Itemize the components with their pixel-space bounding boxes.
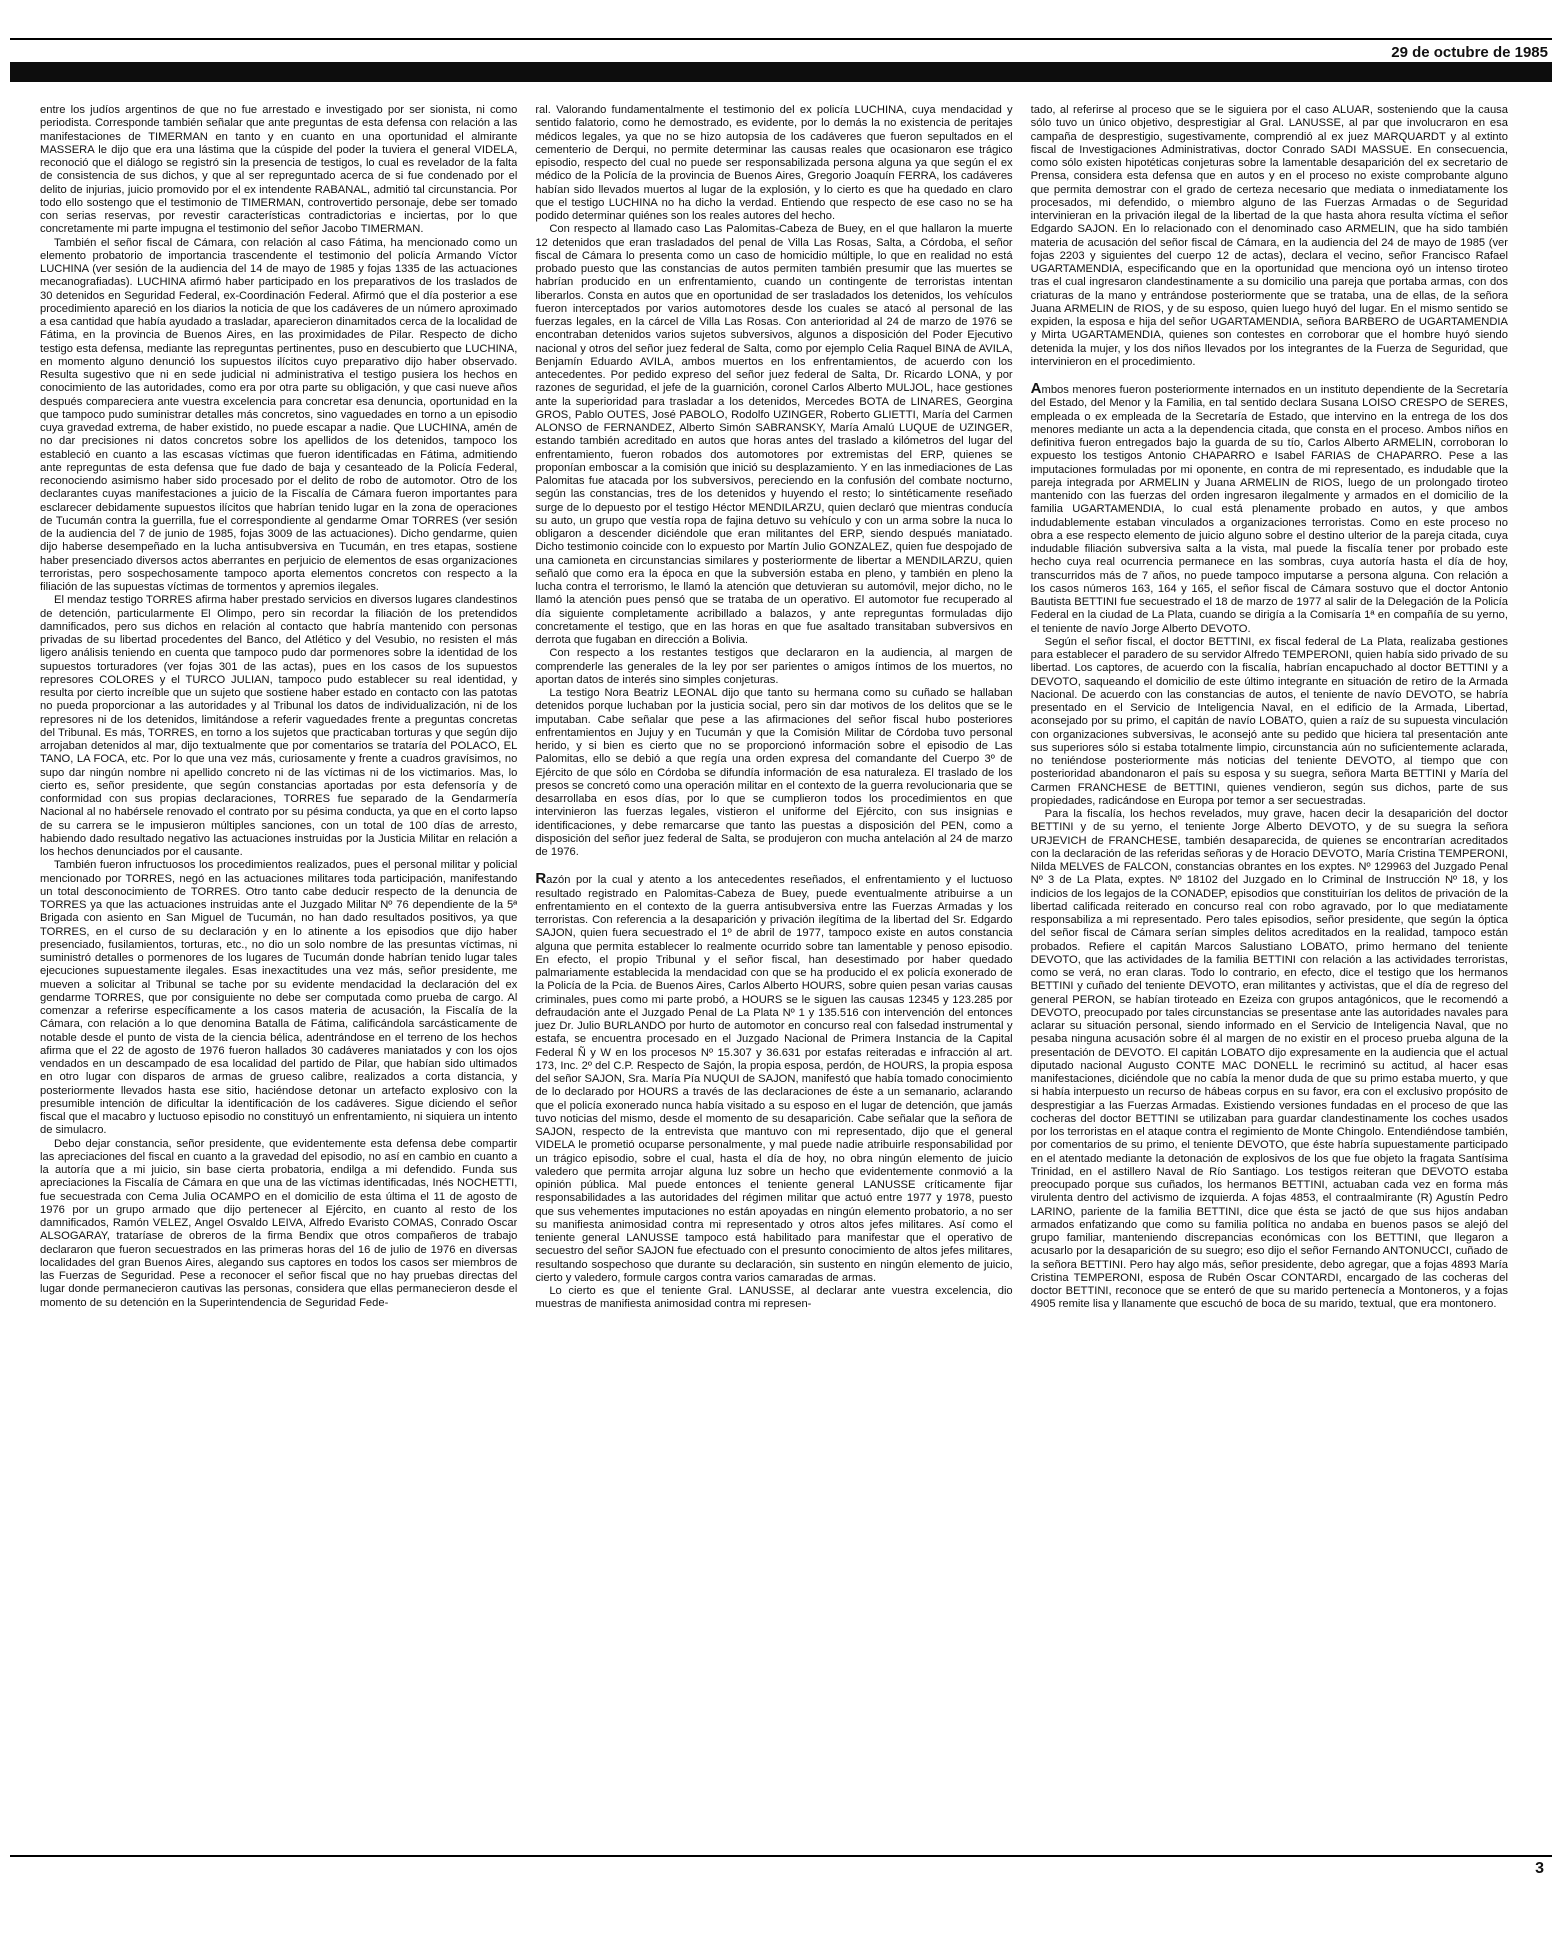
header-rule <box>10 38 1552 40</box>
paragraph: Lo cierto es que el teniente Gral. LANUSSE, al declarar ante vuestra excelencia, dio muestras de manifiesta animosidad contra mi represen- <box>535 1285 1013 1311</box>
text-column-3 <box>1031 104 1508 1839</box>
paragraph: Para la fiscalía, los hechos revelados, muy grave, hacen decir la desaparición del doctor BETTINI y de su yerno, el teniente Jorge Alberto DEVOTO, y de su suegra la señora URJEVICH de FRANCHESE, también desaparecida, de quienes se encontrarían acreditados con la declaración de las referidas señoras y de Horacio DEVOTO, María Cristina TEMPERONI, Nilda MELVES de FALCON, constancias obrantes en los exptes. Nº 129963 del Juzgado Penal Nº 3 de La Plata, exptes. Nº 18102 del Juzgado en lo Criminal de Instrucción Nº 18, y los indicios de los legajos de la CONADEP, episodios que constituirían los delitos de privación de la libertad calificada reiterado en concurso real con robo agravado, por lo que mediatamente responsabiliza a mi representado. Pero tales episodios, señor presidente, que según la óptica del señor fiscal de Cámara serían simples delitos acreditados en la realidad, tampoco están probados. Refiere el capitán Marcos Salustiano LOBATO, primo hermano del teniente DEVOTO, que las actividades de la familia BETTINI con relación a las actividades terroristas, como se verá, no eran claras. Todo lo contrario, en efecto, dice el testigo que los hermanos BETTINI y cuñado del teniente DEVOTO, eran militantes y activistas, que el día de regreso del general PERON, se habían tiroteado en Ezeiza con grupos antagónicos, que le recomendó a DEVOTO, preocupado por tales circunstancias se presentase ante las autoridades navales para aclarar su situación personal, siendo informado en el Servicio de Inteligencia Naval, que no pesaba ninguna acusación sobre él al margen de no existir en el proceso prueba alguna de la presentación de DEVOTO. El capitán LOBATO dijo expresamente en la audiencia que el actual diputado nacional Augusto CONTE MAC DONELL le recriminó su actitud, al hacer esas manifestaciones, diciéndole que no cabía la menor duda de que su primo estaba muerto, y que si había interpuesto un recurso de hábeas corpus en su favor, era con el exclusivo propósito de desprestigiar a las Fuerzas Armadas. Existiendo versiones fundadas en el proceso de que las cocheras del doctor BETTINI se utilizaban para guardar clandestinamente los coches usados por los terroristas en el ataque contra el regimiento de Monte Chingolo. Entendiéndose también, por comentarios de su primo, el teniente DEVOTO, que éste habría supuestamente participado en el atentado mediante la detonación de explosivos de los que fue objeto la fragata Santísima Trinidad, en el astillero Naval de Río Santiago. Los testigos reiteran que DEVOTO estaba preocupado porque sus cuñados, los hermanos BETTINI, actuaban cada vez en forma más virulenta dentro del activismo de izquierda. A fojas 4853, el contraalmirante (R) Agustín Pedro LARINO, pariente de la familia BETTINI, dice que ésta se jactó de que sus hijos andaban armados enfatizando que como su familia política no andaba en buenos pasos se alejó del grupo familiar, manteniendo discrepancias económicas con los BETTINI, que llegaron a acusarlo por la desaparición de su suegro; eso dijo el señor Fernando ANTONUCCI, cuñado de la señora BETTINI. Pero hay algo más, señor presidente, debo agregar, que a fojas 4893 María Cristina TEMPERONI, esposa de Rubén Oscar CONTARDI, encargado de las cocheras del doctor BETTINI, reconoce que se enteró de que su marido pertenecía a Montoneros, y a fojas 4905 remite lisa y llanamente que escuchó de boca de su marido, textual, que era montonero. <box>1030 808 1508 1311</box>
footer-rule <box>10 1855 1552 1857</box>
page-number: 3 <box>1535 1860 1544 1877</box>
paragraph: La testigo Nora Beatriz LEONAL dijo que tanto su hermana como su cuñado se hallaban detenidos porque luchaban por la justicia social, pero sin dar motivos de los delitos que se le imputaban. Cabe señalar que pese a las afirmaciones del señor fiscal hubo posteriores enfrentamientos en Jujuy y en Tucumán y que la Comisión Militar de Córdoba tuvo personal herido, y si bien es cierto que no se proporcionó información sobre el episodio de Las Palomitas, ello se debió a que regía una orden expresa del comandante del Cuerpo 3º de Ejército de que sólo en Córdoba se difundía información de esa naturaleza. El traslado de los presos se concretó como una operación militar en el contexto de la guerra revolucionaria que se desarrollaba en esos días, por lo que se cumplieron todos los procedimientos en que intervinieron las fuerzas legales, vistieron el uniforme del Ejército, con sus insignias e identificaciones, y debe remarcarse que tanto las puestas a disposición del PEN, como a disposición del señor juez federal de Salta, se produjeron con mucha antelación al 24 de marzo de 1976. <box>535 687 1013 858</box>
text-column-2 <box>535 104 1012 1839</box>
paragraph: Con respecto a los restantes testigos que declararon en la audiencia, al margen de comprenderle las generales de la ley por ser parientes o amigos íntimos de los muertos, no aportan datos de interés sino simples conjeturas. <box>535 647 1013 686</box>
paragraph: entre los judíos argentinos de que no fue arrestado e investigado por ser sionista, ni como periodista. Corresponde también señalar que ante preguntas de esta defensa con relación a las manifestaciones de TIMERMAN en tanto y en cuanto en una oportunidad el almirante MASSERA le dijo que era una lástima que la cúspide del poder la tuviera el general VIDELA, reconoció que el diálogo se registró sin la presencia de testigos, lo cual es revelador de la falta de consistencia de sus dichos, y que al ser repreguntado acerca de si fue condenado por el delito de injurias, juicio promovido por el ex intendente RABANAL, admitió tal circunstancia. Por todo ello sostengo que el testimonio de TIMERMAN, controvertido personaje, debe ser tomado con serias reservas, por revestir características contradictorias e inciertas, por lo que concretamente mi parte impugna el testimonio del señor Jacobo TIMERMAN. <box>40 104 518 236</box>
paragraph: tado, al referirse al proceso que se le siguiera por el caso ALUAR, sosteniendo que la causa sólo tuvo un único objetivo, desprestigiar al Gral. LANUSSE, al par que involucraron en esa campaña de desprestigio, sugestivamente, comprendió al ex juez MARQUARDT y al extinto fiscal de Investigaciones Administrativas, doctor Conrado SADI MASSUE. En consecuencia, como sólo existen hipotéticas conjeturas sobre la lamentable desaparición del ex secretario de Prensa, considera esta defensa que en autos y en el proceso no existe comprobante alguno que permita demostrar con el grado de certeza necesario que mediata o inmediatamente los procesados, mi defendido, o miembro alguno de las Fuerzas Armadas o de Seguridad intervinieran en la privación ilegal de la libertad de la que hasta ahora resulta víctima el señor Edgardo SAJON. En lo relacionado con el denominado caso ARMELIN, que ha sido también materia de acusación del señor fiscal de Cámara, en la audiencia del 24 de mayo de 1985 (ver fojas 2203 y siguientes del cuerpo 12 de actas), declara el vecino, señor Francisco Rafael UGARTAMENDIA, especificando que en la oportunidad que menciona oyó un intenso tiroteo tras el cual ingresaron clandestinamente a su domicilio una pareja que portaba armas, con dos criaturas de la mano y entrándose posteriormente que se trataba, una de ellas, de la señora Juana ARMELIN de RIOS, y de su esposo, quien luego huyó del lugar. En el mismo sentido se expiden, la esposa e hija del señor UGARTAMENDIA, señora BARBERO de UGARTAMENDIA y Mirta UGARTAMENDIA, quienes son contestes en corroborar que el hombre huyó siendo detenida la mujer, y los dos niños llevados por los integrantes de la Fuerza de Seguridad, que intervinieron en el procedimiento. <box>1030 104 1508 368</box>
paragraph: Con respecto al llamado caso Las Palomitas-Cabeza de Buey, en el que hallaron la muerte 12 detenidos que eran trasladados del penal de Villa Las Rosas, Salta, a Córdoba, el señor fiscal de Cámara lo presenta como un caso de homicidio múltiple, lo que en realidad no está probado puesto que las constancias de autos permiten también presumir que las muertes se habrían producido en un enfrentamiento, cuando un contingente de terroristas intentan liberarlos. Consta en autos que en oportunidad de ser trasladados los detenidos, los vehículos fueron interceptados por varios automotores desde los cuales se atacó al personal de las fuerzas legales, en la cárcel de Villa Las Rosas. Con anterioridad al 24 de marzo de 1976 se encontraban detenidos varios sujetos subversivos, algunos a disposición del Poder Ejecutivo nacional y otros del señor juez federal de Salta, como por ejemplo Celia Raquel BINA de AVILA, Benjamín Eduardo AVILA, ambos muertos en los enfrentamientos, de acuerdo con los antecedentes. Por pedido expreso del señor juez federal de Salta, Dr. Ricardo LONA, y por razones de seguridad, el jefe de la guarnición, coronel Carlos Alberto MULJOL, hace gestiones ante la superioridad para trasladar a los detenidos, Mercedes BOTA de LINARES, Georgina GROS, Pablo OUTES, José PABOLO, Rodolfo UZINGER, Roberto GLIETTI, María del Carmen ALONSO de FERNANDEZ, Alberto Simón SABRANSKY, María Amalú LUQUE de UZINGER, estando también acreditado en autos que horas antes del traslado a kilómetros del lugar del enfrentamiento, fueron robados dos automotores por extremistas del ERP, quienes se proponían emboscar a la comisión que inició su desplazamiento. Y en las inmediaciones de Las Palomitas fue atacada por los subversivos, pereciendo en la confusión del combate nocturno, según las constancias, tres de los detenidos y huyendo el resto; lo sintéticamente reseñado surge de lo depuesto por el testigo Héctor MENDILARZU, quien declaró que mientras conducía su auto, un grupo que vestía ropa de fajina detuvo su vehículo y con un arma sobre la nuca lo obligaron a descender diciéndole que eran militantes del ERP, siendo después maniatado. Dicho testimonio coincide con lo expuesto por Martín Julio GONZALEZ, quien fue despojado de una camioneta en circunstancias similares y posteriormente de libertar a MENDILARZU, quien señaló que como era la época en que la subversión estaba en pleno, y también en pleno la lucha contra el terrorismo, le llamó la atención que detuvieran su automóvil, mejor dicho, no le llamó la atención pues pensó que se trataba de un operativo. El automotor fue recuperado al día siguiente completamente acribillado a balazos, y ante repreguntas formuladas dijo concretamente el testigo, que en las horas en que fue asaltado transitaban subversivos en derrota que fugaban en dirección a Bolivia. <box>535 223 1013 646</box>
article-body <box>40 104 1508 1839</box>
paragraph: Ambos menores fueron posteriormente internados en un instituto dependiente de la Secretaría del Estado, del Menor y la Familia, en tal sentido declara Susana LOISO CRESPO de SERES, empleada o ex empleada de la Secretaría de Estado, que intervino en la entrega de los dos menores mediante un acta a la dependencia citada, que consta en el proceso. Ambos niños en definitiva fueron entregados bajo la guarda de su tío, Carlos Alberto ARMELIN, corroboran lo expuesto los testigos Antonio CHAPARRO e Isabel FARIAS de CHAPARRO. Pese a las imputaciones formuladas por mi oponente, en contra de mi representado, es indudable que la pareja integrada por ARMELIN y Juana ARMELIN de RIOS, luego de un prolongado tiroteo mantenido con las fuerzas del orden ingresaron ilegalmente y armados en el domicilio de la familia UGARTAMENDIA, lo cual está plenamente probado en autos, y que ambos indudablemente estaban vinculados a organizaciones terroristas. Como en este proceso no obra a ese respecto elemento de juicio alguno sobre el destino ulterior de la pareja citada, cuya indudable filiación subversiva salta a la vista, mal puede la fiscalía tener por probado este hecho cuya real ocurrencia permanece en las sombras, cuya autoría hasta el día de hoy, transcurridos más de 7 años, no puede tampoco imputarse a persona alguna. Con relación a los casos números 163, 164 y 165, el señor fiscal de Cámara sostuvo que el doctor Antonio Bautista BETTINI fue secuestrado el 18 de marzo de 1977 al salir de la Delegación de la Policía Federal en la ciudad de La Plata, cuando se dirigía a la Comisaría 1ª en compañía de su yerno, el teniente de navío Jorge Alberto DEVOTO. <box>1030 380 1508 635</box>
paragraph: También el señor fiscal de Cámara, con relación al caso Fátima, ha mencionado como un elemento probatorio de importancia trascendente el testimonio del policía Armando Víctor LUCHINA (ver sesión de la audiencia del 14 de mayo de 1985 y fojas 1335 de las actuaciones mecanografiadas). LUCHINA afirmó haber participado en los preparativos de los traslados de 30 detenidos en Seguridad Federal, ex-Coordinación Federal. Afirmó que el día posterior a ese procedimiento apareció en los diarios la noticia de que los cadáveres de un número aproximado a esa cantidad que había ayudado a trasladar, aparecieron dinamitados cerca de la localidad de Fátima, en la provincia de Buenos Aires, en las proximidades de Pilar. Respecto de dicho testigo esta defensa, mediante las repreguntas pertinentes, puso en descubierto que LUCHINA, en momento alguno denunció los supuestos ilícitos cuyo preparativo dijo haber observado. Resulta sugestivo que ni en sede judicial ni administrativa el testigo pusiera los hechos en conocimiento de las autoridades, como era por otra parte su obligación, y que casi nueve años después compareciera ante vuestra excelencia para concretar esa denuncia, oportunidad en la que tampoco pudo suministrar detalles más concretos, sino vaguedades en torno a un episodio cuya gravedad extrema, de haber existido, no puede escapar a nadie. Que LUCHINA, amén de no dar precisiones ni datos concretos sobre los apellidos de los detenidos, tampoco los estableció en cuanto a las escasas víctimas que fueron identificadas en Fátima, admitiendo ante repreguntas de esta defensa que fue dado de baja y cesanteado de la Policía Federal, reconociendo asimismo haber sido procesado por el delito de robo de automotor. Otro de los declarantes cuyas manifestaciones a juicio de la Fiscalía de Cámara fueron importantes para esclarecer debidamente supuestos ilícitos que habrían tenido lugar en la zona de operaciones de Tucumán contra la guerrilla, fue el correspondiente al gendarme Omar TORRES (ver sesión de la audiencia del 7 de junio de 1985, fojas 3009 de las actuaciones). Dicho gendarme, quien dijo haberse desempeñado en la lucha antisubversiva en Tucumán, en tres etapas, sostiene haber presenciado diversos actos aberrantes en perjuicio de elementos de esas organizaciones terroristas, pero sospechosamente tampoco aporta elementos concretos con respecto a la filiación de las supuestas víctimas de tormentos y apremios ilegales. <box>40 236 518 593</box>
paragraph: El mendaz testigo TORRES afirma haber prestado servicios en diversos lugares clandestinos de detención, particularmente El Olimpo, pero sin recordar la filiación de los pretendidos damnificados, pero sus dichos en relación al contacto que habría mantenido con personas privadas de su libertad procedentes del Banco, del Atlético y del Vesubio, no resisten el más ligero análisis teniendo en cuenta que tampoco pudo dar pormenores sobre la identidad de los supuestos torturadores (ver fojas 301 de las actas), pues en los casos de los supuestos represores COLORES y el TURCO JULIAN, tampoco pudo establecer su real identidad, y resulta por cierto increíble que un sujeto que sostiene haber estado en contacto con las patotas no pueda proporcionar a las autoridades y al Tribunal los datos de individualización, ni de los represores ni de los detenidos, limitándose a referir vaguedades frente a preguntas concretas del Tribunal. Es más, TORRES, en torno a los sujetos que practicaban torturas y que según dijo arrojaban detenidos al mar, dijo textualmente que por comentarios se trataría del POLACO, EL TANO, LA FOCA, etc. Por lo que una vez más, curiosamente y frente a cuadros gravísimos, no supo dar ningún nombre ni apellido concreto ni de las víctimas ni de los victimarios. Mas, lo cierto es, señor presidente, que según constancias aportadas por esta defensoría y de conformidad con sus propias declaraciones, TORRES fue separado de la Gendarmería Nacional al no habérsele renovado el contrato por su pésima conducta, ya que en el corto lapso de su carrera se le impusieron múltiples sanciones, con un total de 100 días de arresto, habiendo dado resultado negativo las actuaciones instruidas por la Justicia Militar en relación a los hechos denunciados por el causante. <box>40 594 518 858</box>
paragraph: Según el señor fiscal, el doctor BETTINI, ex fiscal federal de La Plata, realizaba gestiones para establecer el paradero de su servidor Alfredo TEMPERONI, quien había sido privado de su libertad. Los captores, de acuerdo con la fiscalía, habrían encapuchado al doctor BETTINI y a DEVOTO, saqueando el domicilio de este último integrante en situación de retiro de la Armada Nacional. De acuerdo con las constancias de autos, el teniente de navío DEVOTO, se habría presentado en el Servicio de Inteligencia Naval, en el edificio de la Armada, Libertad, aconsejado por su primo, el capitán de navío LOBATO, quien a raíz de su supuesta vinculación con organizaciones subversivas, le aconsejó ante su pedido que hiciera tal presentación ante sus superiores sólo si estaba totalmente limpio, circunstancia aún no suficientemente aclarada, no teniéndose posteriormente más noticias del teniente DEVOTO, al tiempo que con posterioridad abandonaron el país su esposa y su suegra, señora Marta BETTINI y María del Carmen FRANCHESE de BETTINI, quienes vendieron, según sus dichos, parte de sus propiedades, radicándose en Europa por temor a ser secuestradas. <box>1030 635 1508 807</box>
drop-cap: R <box>535 870 547 888</box>
paragraph: ral. Valorando fundamentalmente el testimonio del ex policía LUCHINA, cuya mendacidad y sentido falatorio, como he demostrado, es evidente, por lo demás la no existencia de peritajes médicos legales, ya que no se hizo autopsia de los cadáveres que fueron sepultados en el cementerio de Derqui, no permite determinar las causas reales que ocasionaron ese trágico episodio, respecto del cual no puede ser responsabilizada persona alguna ya que según el ex médico de la Policía de la provincia de Buenos Aires, Gregorio Joaquín FERRA, los cadáveres habían sido llevados muertos al lugar de la explosión, y lo cierto es que ha quedado en claro que el testigo LUCHINA no ha dicho la verdad. Entiendo que respecto de ese caso no se ha podido determinar quiénes son los reales autores del hecho. <box>535 104 1013 222</box>
header-band <box>10 62 1552 82</box>
drop-cap: A <box>1030 380 1042 397</box>
text-column-1 <box>40 104 517 1839</box>
paragraph: Debo dejar constancia, señor presidente, que evidentemente esta defensa debe compartir las apreciaciones del fiscal en cuanto a la gravedad del episodio, no así en cambio en cuanto a la autoría que a mi juicio, sin base cierta probatoria, endilga a mi defendido. Funda sus apreciaciones la Fiscalía de Cámara en que una de las víctimas identificadas, Inés NOCHETTI, fue secuestrada con Cema Julia OCAMPO en el domicilio de esta última el 11 de agosto de 1976 por un grupo armado que dijo pertenecer al Ejército, en cuanto al resto de los damnificados, Ramón VELEZ, Angel Osvaldo LEIVA, Alfredo Evaristo COMAS, Conrado Oscar ALSOGARAY, trataríase de obreros de la firma Bendix que otros compañeros de trabajo declararon que fueron secuestrados en las primeras horas del 16 de julio de 1976 en diversas localidades del gran Buenos Aires, alegando sus captores en todos los casos ser miembros de las Fuerzas de Seguridad. Pese a reconocer el señor fiscal que no hay pruebas directas del lugar donde permanecieron cautivas las personas, considera que ellas permanecieron desde el momento de su detención en la Superintendencia de Seguridad Fede- <box>40 1137 518 1309</box>
issue-date: 29 de octubre de 1985 <box>1391 44 1548 61</box>
paragraph: Razón por la cual y atento a los antecedentes reseñados, el enfrentamiento y el luctuoso resultado registrado en Palomitas-Cabeza de Buey, puede eventualmente atribuirse a un enfrentamiento en el contexto de la guerra antisubversiva entre las Fuerzas Armadas y los terroristas. Con referencia a la desaparición y privación ilegítima de la libertad del Sr. Edgardo SAJON, quien fuera secuestrado el 1º de abril de 1977, tampoco existe en autos constancia alguna que permita establecer lo realmente ocurrido sobre tan lamentable y penoso episodio. En efecto, el propio Tribunal y el señor fiscal, han desestimado por haber quedado palmariamente establecida la mendacidad con que se ha producido el ex policía exonerado de la Policía de la Pcia. de Buenos Aires, Carlos Alberto HOURS, sobre quien pesan varias causas criminales, pues como mi parte probó, a HOURS se le siguen las causas 12345 y 123.285 por defraudación ante el Juzgado Penal de La Plata Nº 1 y 135.516 con intervención del entonces juez Dr. Julio BURLANDO por hurto de automotor en concurso real con falsedad instrumental y estafa, se encuentra procesado en el Juzgado Nacional de Primera Instancia de la Capital Federal Ñ y W en los procesos Nº 15.307 y 36.631 por estafas reiteradas e infracción al art. 173, Inc. 2º del C.P. Respecto de Sajón, la propia esposa, perdón, de HOURS, la propia esposa del señor SAJON, Sra. María Pía NUQUI de SAJON, manifestó que había tomado conocimiento de lo declarado por HOURS a través de las declaraciones de éste a un semanario, aclarando que el policía exonerado nunca había visitado a su esposo en el lugar de detención, que jamás tuvo noticias del mismo, desde el momento de su desaparición. Cabe señalar que la señora de SAJON, respecto de la entrevista que mantuvo con mi representado, dijo que el general VIDELA le prometió ocuparse personalmente, y mal puede nadie atribuirle responsabilidad por un trágico episodio, sobre el cual, hasta el día de hoy, no obra ningún elemento de juicio valedero que permita arrojar alguna luz sobre un hecho que evidentemente conmovió a la opinión pública. Mal puede entonces el teniente general LANUSSE críticamente fijar responsabilidades a las autoridades del régimen militar que actuó entre 1977 y 1978, puesto que sus vehementes imputaciones no están apoyadas en ningún elemento probatorio, a no ser su manifiesta animosidad contra mi representado y otros altos jefes militares. Así como el teniente general LANUSSE tampoco está habilitado para manifestar que el operativo de secuestro del señor SAJON fue efectuado con el presunto conocimiento de altos jefes militares, resultando sospechoso que durante su declaración, sin sustento en ningún elemento de juicio, cierto y valedero, formule cargos contra varios camaradas de armas. <box>535 870 1013 1284</box>
paragraph: También fueron infructuosos los procedimientos realizados, pues el personal militar y policial mencionado por TORRES, negó en las actuaciones militares toda participación, manifestando un total desconocimiento de TORRES. Otro tanto cabe deducir respecto de la denuncia de TORRES ya que las actuaciones instruidas ante el Juzgado Militar Nº 76 dependiente de la 5ª Brigada con asiento en San Miguel de Tucumán, no han dado resultados positivos, ya que TORRES, en el curso de su declaración y en lo atinente a los episodios que dijo haber presenciado, fusilamientos, torturas, etc., no dio un solo nombre de las presuntas víctimas, ni suministró detalles o pormenores de los lugares de Tucumán donde habrían tenido lugar tales ejecuciones supuestamente ilegales. Esas inexactitudes una vez más, señor presidente, me mueven a solicitar al Tribunal se tache por su evidente mendacidad la declaración del ex gendarme TORRES, que por consiguiente no debe ser computada como prueba de cargo. Al comenzar a referirse específicamente a los casos materia de acusación, la Fiscalía de la Cámara, con relación a lo que denomina Batalla de Fátima, calificándola sarcásticamente de notable desde el punto de vista de la ciencia bélica, adentrándose en el terreno de los hechos afirma que el 22 de agosto de 1976 fueron hallados 30 cadáveres maniatados y con los ojos vendados en un descampado de esa localidad del partido de Pilar, que habían sido ultimados en otro lugar con disparos de armas de grueso calibre, realizados a corta distancia, y posteriormente llevados hasta ese sitio, haciéndose detonar un artefacto explosivo con la presumible intención de dificultar la identificación de los cadáveres. Sigue diciendo el señor fiscal que el macabro y luctuoso episodio no constituyó un enfrentamiento, ni siquiera un intento de simulacro. <box>40 859 518 1137</box>
